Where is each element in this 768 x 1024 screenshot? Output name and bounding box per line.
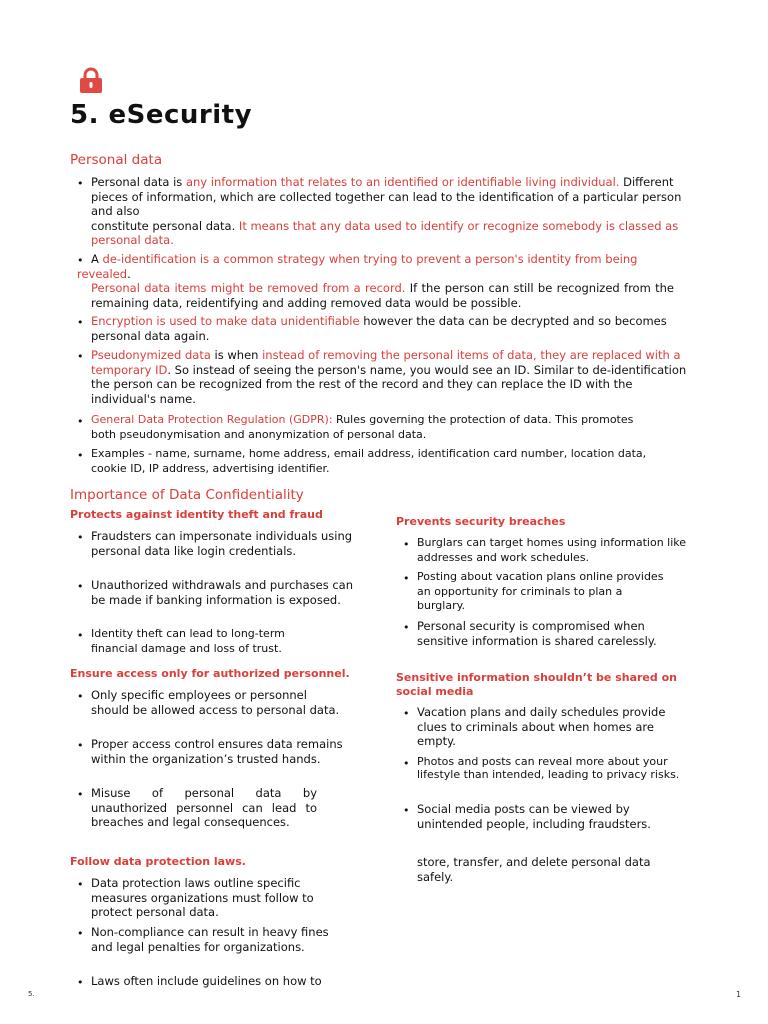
list-item: • Personal security is compromised when sensitive information is shared carelessly.	[403, 619, 657, 648]
bullet-dot: •	[77, 927, 84, 940]
list-item: • Vacation plans and daily schedules provide clues to criminals about when homes are empty.	[403, 705, 666, 748]
list-item: • Non-compliance can result in heavy fines and legal penalties for organizations.	[77, 925, 329, 954]
bullet-dot: •	[77, 976, 84, 989]
list-item: • Photos and posts can reveal more about your lifestyle than intended, leading to privacy risks.	[403, 755, 680, 781]
subheading-social-media: Sensitive information shouldn’t be shared on social media	[396, 671, 677, 698]
lock-icon	[77, 66, 105, 94]
subheading-authorized-personnel: Ensure access only for authorized personnel.	[70, 667, 350, 680]
personal-data-bullet-1: • Personal data is any information that relates to an identified or identifiable living individual. Different pieces of information, which are collected together can lead to the identification of a particular person and also constitute personal data. It means that any data used to identify or recognize somebody is classed as personal data.	[77, 175, 682, 247]
list-item: • Laws often include guidelines on how to	[77, 974, 322, 989]
list-item: • Only specific employees or personnel should be allowed access to personal data.	[77, 688, 340, 717]
page-number: 1	[736, 990, 742, 999]
list-item: • Identity theft can lead to long-term financial damage and loss of trust.	[77, 627, 285, 655]
list-item: • Proper access control ensures data remains within the organization’s trusted hands.	[77, 737, 343, 766]
bullet-dot: •	[77, 690, 84, 703]
list-item: • Data protection laws outline specific measures organizations must follow to protect personal data.	[77, 876, 314, 919]
bullet-dot: •	[403, 538, 410, 551]
bullet-dot: •	[403, 707, 410, 720]
bullet-dot: •	[403, 621, 410, 634]
bullet-dot: •	[77, 629, 84, 642]
list-item: • Unauthorized withdrawals and purchases can be made if banking information is exposed.	[77, 578, 354, 607]
bullet-dot: •	[403, 572, 410, 585]
bullet-dot: •	[403, 757, 410, 770]
bullet-dot: •	[77, 350, 84, 363]
bullet-dot: •	[77, 415, 84, 428]
bullet-dot: •	[77, 254, 84, 267]
bullet-dot: •	[77, 878, 84, 891]
list-item: • Burglars can target homes using information like addresses and work schedules.	[403, 536, 687, 564]
personal-data-bullet-4: • Pseudonymized data is when instead of removing the personal items of data, they are replaced with a temporary ID. So instead of seeing the person's name, you would see an ID. Similar to de-identification the person can be recognized from the rest of the record and they can replace the ID with the individual's name.	[77, 348, 687, 406]
subheading-security-breaches: Prevents security breaches	[396, 515, 566, 528]
bullet-dot: •	[77, 177, 84, 190]
personal-data-bullet-5: • General Data Protection Regulation (GDPR): Rules governing the protection of data. This promotes both pseudonymisation and anonymization of personal data.	[77, 413, 634, 441]
bullet-dot: •	[77, 316, 84, 329]
bullet-dot: •	[403, 804, 410, 817]
list-item: • Posting about vacation plans online provides an opportunity for criminals to plan a burglary.	[403, 570, 664, 612]
subheading-identity-theft: Protects against identity theft and fraud	[70, 508, 323, 521]
list-item: • Misuse of personal data by unauthorized personnel can lead to breaches and legal consequences.	[77, 786, 317, 829]
page-title: 5. eSecurity	[70, 100, 253, 130]
bullet-dot: •	[77, 788, 84, 801]
bullet-dot: •	[77, 739, 84, 752]
subheading-data-protection-laws: Follow data protection laws.	[70, 855, 246, 868]
list-item: • Fraudsters can impersonate individuals using personal data like login credentials.	[77, 529, 353, 558]
personal-data-bullet-3: • Encryption is used to make data unidentifiable however the data can be decrypted and so becomes personal data again.	[77, 314, 667, 343]
bullet-dot: •	[77, 449, 84, 462]
list-item: • Social media posts can be viewed by unintended people, including fraudsters.	[403, 802, 651, 831]
bullet-dot: •	[77, 580, 84, 593]
bullet-dot: •	[77, 531, 84, 544]
laws-continuation-text: store, transfer, and delete personal data safely.	[417, 855, 651, 884]
personal-data-bullet-2: • A de-identification is a common strategy when trying to prevent a person's identity from being revealed. Personal data items might be removed from a record. If the person can still be recognized from the remaining data, reidentifying and adding removed data would be possible.	[77, 252, 674, 310]
section-heading-personal-data: Personal data	[70, 152, 163, 168]
footer-left: 5.	[28, 990, 35, 998]
personal-data-bullet-6: • Examples - name, surname, home address, email address, identification card number, location data, cookie ID, IP address, advertising identifier.	[77, 447, 647, 475]
section-heading-importance: Importance of Data Confidentiality	[70, 487, 304, 503]
